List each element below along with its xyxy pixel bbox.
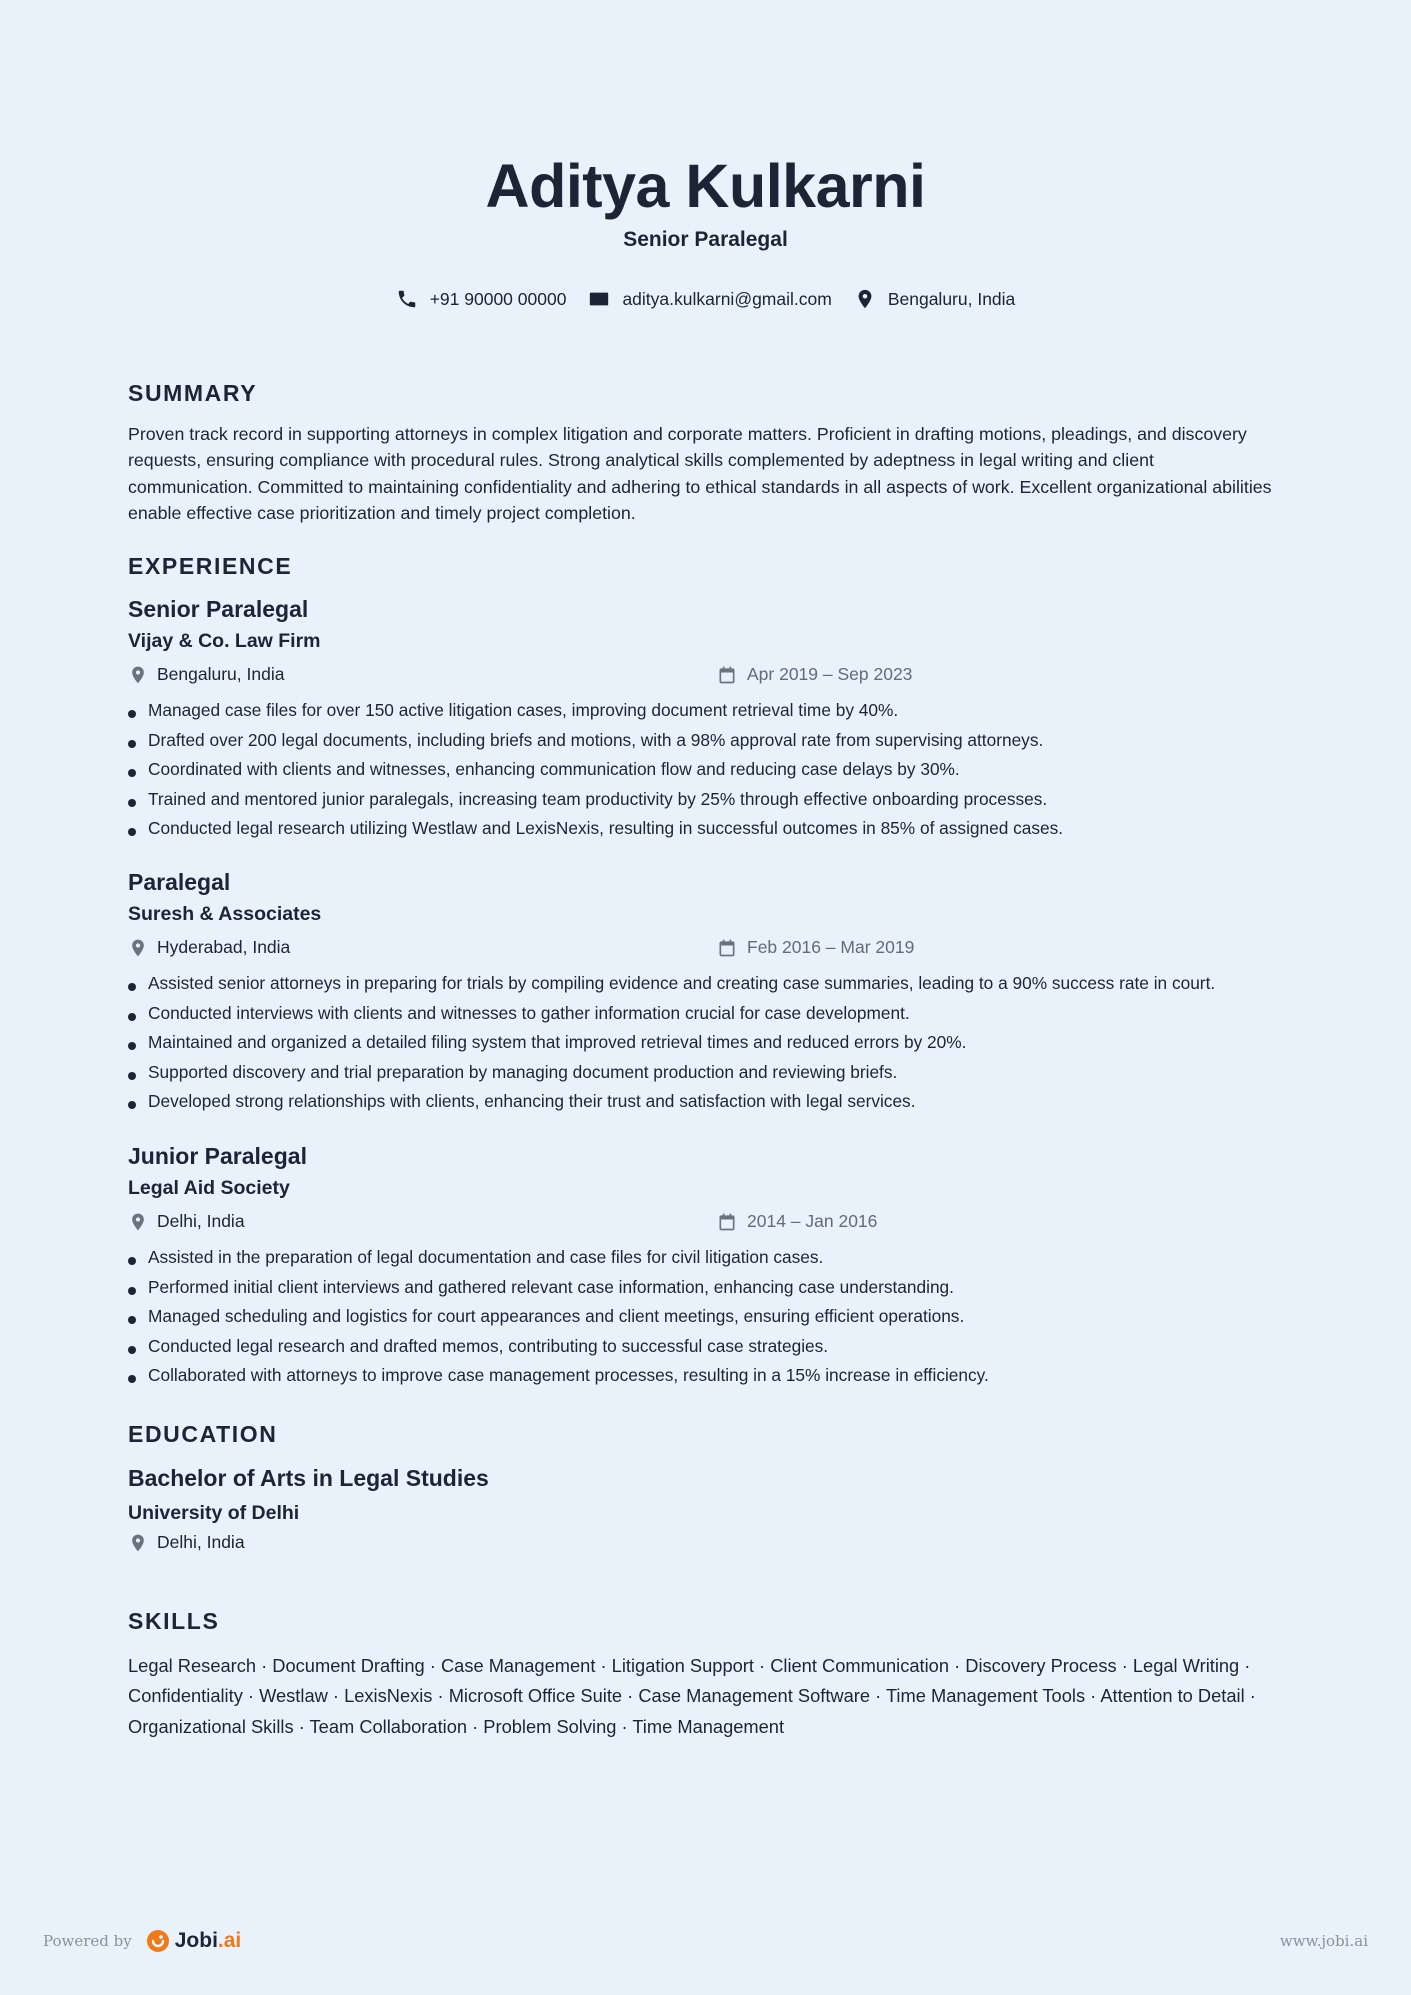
job-title: Junior Paralegal — [128, 1143, 307, 1169]
job-dates — [717, 664, 912, 685]
list-item: Maintained and organized a detailed filing system that improved retrieval times and reduced errors by 20%. — [128, 1028, 1288, 1058]
contact-phone[interactable] — [396, 287, 567, 311]
education-entry — [128, 1463, 1288, 1560]
job-location — [128, 937, 290, 958]
location-pin-icon — [128, 1533, 148, 1553]
location-pin-icon — [128, 1212, 148, 1232]
location-pin-icon — [128, 938, 148, 958]
list-item: Developed strong relationships with clients, enhancing their trust and satisfaction with legal services. — [128, 1087, 1288, 1117]
location-text: Bengaluru, India — [887, 289, 1016, 309]
brand-name: Jobi — [174, 1929, 218, 1952]
job-location-text: Delhi, India — [157, 1211, 245, 1231]
job-location-text: Bengaluru, India — [157, 664, 285, 684]
job-entry — [128, 594, 1288, 844]
calendar-icon — [717, 665, 737, 685]
powered-by-text: Powered by — [43, 1932, 132, 1950]
website-link[interactable]: www.jobi.ai — [1279, 1932, 1368, 1950]
job-bullets — [128, 1243, 1288, 1391]
email-text: aditya.kulkarni@gmail.com — [622, 289, 832, 309]
education-location-text: Delhi, India — [157, 1532, 245, 1552]
job-meta — [128, 1211, 1288, 1239]
skills-text: Legal Research · Document Drafting · Case Management · Litigation Support · Client Communication · Discovery Process · Legal Writing · Confidentiality · Westlaw · LexisNexis · Microsoft Office Suite · Case Management Software · Time Management Tools · Attention to Detail · Organizational Skills · Team Collaboration · Problem Solving · Time Management — [128, 1655, 1256, 1737]
brand-logo[interactable] — [146, 1929, 242, 1953]
list-item: Assisted senior attorneys in preparing for trials by compiling evidence and creating case summaries, leading to a 90% success rate in court. — [128, 969, 1288, 999]
list-item: Managed scheduling and logistics for court appearances and client meetings, ensuring efficient operations. — [128, 1302, 1288, 1332]
brand-suffix: .ai — [217, 1929, 242, 1952]
job-location — [128, 1211, 245, 1232]
contact-row — [128, 287, 1283, 311]
education-degree: Bachelor of Arts in Legal Studies — [128, 1465, 489, 1491]
list-item: Conducted interviews with clients and witnesses to gather information crucial for case development. — [128, 999, 1288, 1029]
job-company: Vijay & Co. Law Firm — [128, 630, 321, 652]
list-item: Coordinated with clients and witnesses, enhancing communication flow and reducing case delays by 30%. — [128, 755, 1288, 785]
job-dates — [717, 1211, 877, 1232]
job-title: Senior Paralegal — [128, 596, 309, 622]
job-meta — [128, 664, 1288, 692]
job-company: Legal Aid Society — [128, 1177, 290, 1199]
job-bullets — [128, 696, 1288, 844]
job-dates-text: 2014 – Jan 2016 — [747, 1211, 878, 1231]
phone-text: +91 90000 00000 — [429, 289, 567, 309]
calendar-icon — [717, 1212, 737, 1232]
job-meta — [128, 937, 1288, 965]
list-item: Managed case files for over 150 active litigation cases, improving document retrieval time by 40%. — [128, 696, 1288, 726]
summary-text: Proven track record in supporting attorneys in complex litigation and corporate matters. Proficient in drafting motions, pleadings, and discovery requests, ensuring compliance with procedural rules. Strong analytical skills complemented by adeptness in legal writing and client communication. Committed to maintaining confidentiality and adhering to ethical standards in all aspects of work. Excellent organizational abilities enable effective case prioritization and timely project completion. — [128, 424, 1272, 523]
location-pin-icon — [854, 288, 876, 310]
list-item: Collaborated with attorneys to improve case management processes, resulting in a 15% increase in efficiency. — [128, 1361, 1288, 1391]
contact-location — [854, 287, 1015, 311]
job-dates-text: Apr 2019 – Sep 2023 — [747, 664, 913, 684]
list-item: Performed initial client interviews and gathered relevant case information, enhancing case understanding. — [128, 1273, 1288, 1303]
job-dates — [717, 937, 914, 958]
job-location — [128, 664, 284, 685]
list-item: Trained and mentored junior paralegals, increasing team productivity by 25% through effective onboarding processes. — [128, 785, 1288, 815]
experience-heading: EXPERIENCE — [128, 553, 293, 579]
phone-icon — [396, 288, 418, 310]
mail-icon — [588, 288, 610, 310]
job-entry — [128, 1141, 1288, 1391]
location-pin-icon — [128, 665, 148, 685]
job-title: Paralegal — [128, 869, 231, 895]
job-company: Suresh & Associates — [128, 903, 322, 925]
job-location-text: Hyderabad, India — [157, 937, 291, 957]
list-item: Assisted in the preparation of legal documentation and case files for civil litigation cases. — [128, 1243, 1288, 1273]
education-meta — [128, 1532, 1288, 1560]
footer-branding — [43, 1929, 241, 1953]
list-item: Conducted legal research and drafted memos, contributing to successful case strategies. — [128, 1332, 1288, 1362]
skills-heading: SKILLS — [128, 1608, 220, 1634]
job-bullets — [128, 969, 1288, 1117]
list-item: Conducted legal research utilizing Westlaw and LexisNexis, resulting in successful outcomes in 85% of assigned cases. — [128, 814, 1288, 844]
job-entry — [128, 867, 1288, 1117]
calendar-icon — [717, 938, 737, 958]
candidate-name: Aditya Kulkarni — [485, 152, 926, 220]
education-location — [128, 1532, 245, 1553]
job-dates-text: Feb 2016 – Mar 2019 — [747, 937, 915, 957]
jobi-logo-icon — [146, 1929, 170, 1953]
list-item: Supported discovery and trial preparation by managing document production and reviewing briefs. — [128, 1058, 1288, 1088]
list-item: Drafted over 200 legal documents, including briefs and motions, with a 98% approval rate from supervising attorneys. — [128, 726, 1288, 756]
education-heading: EDUCATION — [128, 1421, 278, 1447]
contact-email[interactable] — [588, 287, 831, 311]
education-school: University of Delhi — [128, 1502, 300, 1524]
candidate-title: Senior Paralegal — [623, 228, 788, 251]
summary-heading: SUMMARY — [128, 380, 258, 406]
